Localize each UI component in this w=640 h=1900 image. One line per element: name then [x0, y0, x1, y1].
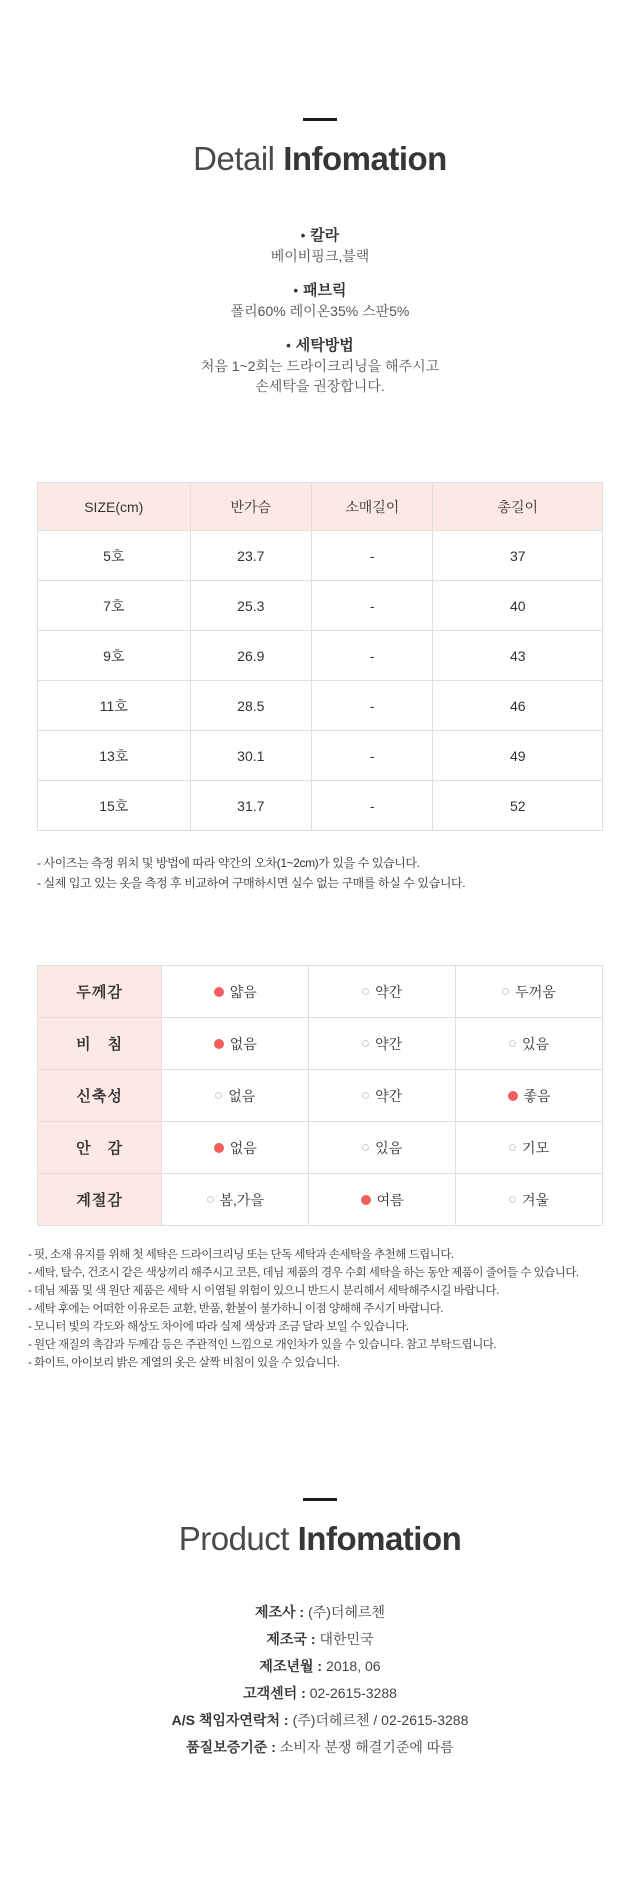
size-cell: 25.3 [190, 581, 311, 631]
size-cell: - [312, 581, 433, 631]
fabric-option-cell [309, 1122, 456, 1174]
radio-icon [362, 1040, 369, 1047]
product-info-row-manufacturer [0, 1599, 640, 1626]
care-note-line: - 핏, 소재 유지를 위해 첫 세탁은 드라이크리닝 또는 단독 세탁과 손세탁을 추천해 드립니다. [28, 1249, 454, 1261]
size-table-header-row [38, 483, 603, 531]
detail-title-light: Detail [193, 140, 275, 177]
fabric-option-cell [309, 966, 456, 1018]
radio-icon [502, 988, 509, 995]
size-table-row [38, 681, 603, 731]
size-cell: 40 [433, 581, 603, 631]
product-info-row-country [0, 1626, 640, 1653]
detail-title-bold: Infomation [283, 140, 447, 177]
size-cell: 28.5 [190, 681, 311, 731]
product-info-row-as-contact [0, 1707, 640, 1734]
product-info-row-warranty [0, 1734, 640, 1761]
radio-icon [207, 1196, 214, 1203]
fabric-row-label: 안 감 [38, 1122, 162, 1174]
size-note-line: - 사이즈는 측정 위치 및 방법에 따라 약간의 오차(1~2cm)가 있을 수 있습니다. [37, 856, 420, 870]
bullet-item-color [0, 225, 640, 266]
product-row-value: 2018, 06 [326, 1658, 381, 1674]
fabric-option-cell [456, 966, 603, 1018]
bullet-item-fabric [0, 280, 640, 321]
bullet-dot-icon: • [300, 228, 306, 243]
product-info-section [0, 1498, 640, 1761]
fabric-option-cell [309, 1018, 456, 1070]
radio-icon [509, 1144, 516, 1151]
size-cell: 30.1 [190, 731, 311, 781]
size-cell: - [312, 631, 433, 681]
radio-icon [509, 1196, 516, 1203]
size-table-notes [37, 853, 603, 893]
care-note-line: - 모니터 빛의 각도와 해상도 차이에 따라 실제 색상과 조금 달라 보일 수 있습니다. [28, 1321, 409, 1333]
radio-icon [509, 1040, 516, 1047]
size-table-row [38, 731, 603, 781]
bullet-label-text: 칼라 [310, 227, 340, 244]
size-note-line: - 실제 입고 있는 옷을 측정 후 비교하여 구매하시면 실수 없는 구매를 하실 수 있습니다. [37, 876, 466, 890]
care-notes [28, 1246, 610, 1372]
radio-icon [214, 987, 224, 997]
size-table-header-cell: 총길이 [433, 483, 603, 531]
care-note-line: - 원단 재질의 촉감과 두께감 등은 주관적인 느낌으로 개인차가 있을 수 있습니다. 참고 부탁드립니다. [28, 1339, 497, 1351]
fabric-row-label: 비 침 [38, 1018, 162, 1070]
care-note-line: - 세탁 후에는 어떠한 이유로든 교환, 반품, 환불이 불가하니 이점 양해해 주시기 바랍니다. [28, 1303, 444, 1315]
fabric-row-label: 두께감 [38, 966, 162, 1018]
fabric-option-cell [309, 1174, 456, 1226]
bullet-value: 폴리60% 레이온35% 스판5% [230, 303, 410, 319]
size-cell: 7호 [38, 581, 191, 631]
size-cell: - [312, 531, 433, 581]
product-row-label: 제조년월 : [259, 1658, 323, 1674]
fabric-option-cell [162, 1018, 309, 1070]
product-row-value: 대한민국 [319, 1631, 374, 1647]
fabric-row-label: 계절감 [38, 1174, 162, 1226]
bullet-label-text: 세탁방법 [295, 337, 354, 354]
bullet-value: 손세탁을 권장합니다. [255, 378, 385, 394]
fabric-option-cell [162, 1122, 309, 1174]
size-cell: 46 [433, 681, 603, 731]
product-row-value: 02-2615-3288 [309, 1685, 397, 1701]
option-label: 있음 [375, 1139, 403, 1156]
fabric-row-label: 신축성 [38, 1070, 162, 1122]
fabric-option-cell [162, 966, 309, 1018]
fabric-option-cell [162, 1174, 309, 1226]
size-cell: - [312, 731, 433, 781]
fabric-row-lining [38, 1122, 603, 1174]
size-table-row [38, 781, 603, 831]
radio-icon [214, 1039, 224, 1049]
size-cell: 13호 [38, 731, 191, 781]
product-row-label: A/S 책임자연락처 : [171, 1712, 289, 1728]
radio-icon [215, 1092, 222, 1099]
care-note-line: - 세탁, 탈수, 건조시 같은 색상끼리 해주시고 코튼, 데님 제품의 경우 수회 세탁을 하는 동안 제품이 줄어들 수 있습니다. [28, 1267, 579, 1279]
fabric-row-season [38, 1174, 603, 1226]
bullet-value: 베이비핑크,블랙 [270, 248, 370, 264]
option-label: 약간 [375, 983, 403, 1000]
size-table-row [38, 581, 603, 631]
radio-icon [362, 1144, 369, 1151]
option-label: 없음 [228, 1087, 256, 1104]
option-label: 있음 [522, 1035, 550, 1052]
product-row-value: 소비자 분쟁 해결기준에 따름 [279, 1739, 454, 1755]
option-label: 없음 [229, 1035, 257, 1052]
fabric-option-cell [456, 1174, 603, 1226]
bullet-label [0, 280, 640, 301]
fabric-row-sheerness [38, 1018, 603, 1070]
product-info-row-date [0, 1653, 640, 1680]
detail-bullet-list [0, 225, 640, 396]
bullet-label [0, 335, 640, 356]
fabric-option-cell [456, 1018, 603, 1070]
fabric-option-cell [456, 1070, 603, 1122]
option-label: 겨울 [522, 1191, 550, 1208]
size-cell: 11호 [38, 681, 191, 731]
title-divider [303, 1498, 337, 1501]
fabric-option-cell [456, 1122, 603, 1174]
size-cell: 5호 [38, 531, 191, 581]
option-label: 두꺼움 [515, 983, 556, 1000]
product-title-light: Product [178, 1520, 289, 1557]
fabric-row-thickness [38, 966, 603, 1018]
radio-icon [361, 1195, 371, 1205]
bullet-dot-icon: • [286, 338, 291, 353]
option-label: 약간 [375, 1035, 403, 1052]
product-section-title [0, 1519, 640, 1559]
size-cell: 37 [433, 531, 603, 581]
size-cell: 49 [433, 731, 603, 781]
product-info-rows [0, 1599, 640, 1761]
radio-icon [362, 988, 369, 995]
radio-icon [508, 1091, 518, 1101]
bullet-dot-icon: • [293, 283, 299, 298]
size-cell: 31.7 [190, 781, 311, 831]
size-table [37, 482, 603, 831]
bullet-value: 처음 1~2회는 드라이크리닝을 해주시고 [200, 358, 440, 374]
product-row-label: 제조국 : [266, 1631, 316, 1647]
size-table-row [38, 531, 603, 581]
fabric-row-stretch [38, 1070, 603, 1122]
option-label: 좋음 [523, 1087, 551, 1104]
size-cell: - [312, 781, 433, 831]
care-note-line: - 데님 제품 및 색 원단 제품은 세탁 시 이염될 위험이 있으니 반드시 분리해서 세탁해주시길 바랍니다. [28, 1285, 499, 1297]
option-label: 약간 [375, 1087, 403, 1104]
size-table-header-cell: 소매길이 [312, 483, 433, 531]
care-note-line: - 화이트, 아이보리 밝은 계열의 옷은 살짝 비침이 있을 수 있습니다. [28, 1357, 340, 1369]
radio-icon [214, 1143, 224, 1153]
size-table-row [38, 631, 603, 681]
product-info-row-customer-center [0, 1680, 640, 1707]
option-label: 기모 [522, 1139, 550, 1156]
size-cell: 52 [433, 781, 603, 831]
fabric-option-cell [309, 1070, 456, 1122]
product-row-label: 고객센터 : [243, 1685, 306, 1701]
bullet-label-text: 패브릭 [303, 282, 347, 299]
bullet-label [0, 225, 640, 246]
title-divider [303, 118, 337, 121]
radio-icon [362, 1092, 369, 1099]
size-cell: 23.7 [190, 531, 311, 581]
size-cell: 15호 [38, 781, 191, 831]
option-label: 봄,가을 [219, 1191, 264, 1208]
option-label: 여름 [376, 1191, 404, 1208]
fabric-attribute-table [37, 965, 603, 1226]
bullet-item-washing [0, 335, 640, 396]
detail-section-title [0, 139, 640, 179]
product-row-value: (주)더헤르첸 [308, 1604, 386, 1620]
option-label: 얇음 [229, 983, 257, 1000]
product-title-bold: Infomation [297, 1520, 462, 1557]
option-label: 없음 [229, 1139, 257, 1156]
product-row-label: 품질보증기준 : [186, 1739, 276, 1755]
size-table-header-cell: SIZE(cm) [38, 483, 191, 531]
product-row-label: 제조사 : [254, 1604, 305, 1620]
size-cell: - [312, 681, 433, 731]
size-table-header-cell: 반가슴 [190, 483, 311, 531]
product-row-value: (주)더헤르첸 / 02-2615-3288 [292, 1712, 469, 1728]
detail-info-section [0, 118, 640, 1372]
size-cell: 43 [433, 631, 603, 681]
fabric-option-cell [162, 1070, 309, 1122]
size-cell: 26.9 [190, 631, 311, 681]
size-cell: 9호 [38, 631, 191, 681]
